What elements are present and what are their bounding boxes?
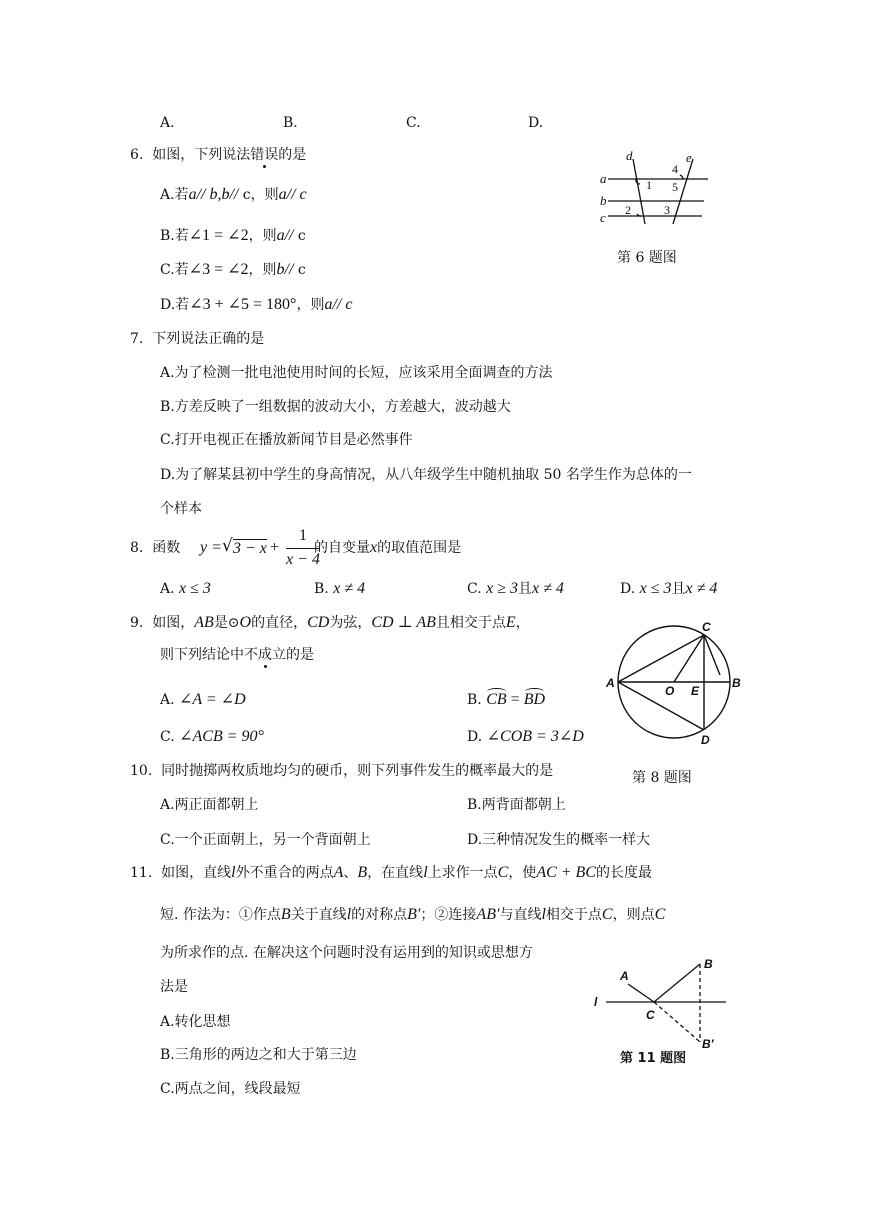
top-option-d: D.	[528, 115, 544, 131]
q9-option-b: B. CB = BD	[467, 691, 546, 708]
q9-fig-label-b: B	[732, 676, 741, 690]
q6-fig-label-4: 4	[672, 162, 678, 176]
q8-stem-tail: 的自变量x的取值范围是	[314, 539, 462, 556]
q6-option-d: D.若∠3 + ∠5 = 180°，则a// c	[160, 296, 353, 313]
q7-option-b: B.方差反映了一组数据的波动大小，方差越大，波动越大	[160, 399, 511, 415]
q10-option-d: D.三种情况发生的概率一样大	[467, 832, 651, 848]
q8-stem: 8. 函数	[130, 540, 181, 556]
q10-option-c: C.一个正面朝上，另一个背面朝上	[160, 832, 371, 848]
q6-fig-label-2: 2	[625, 203, 631, 217]
q6-fig-label-a: a	[600, 171, 607, 186]
q11-stem-line2: 短. 作法为：①作点B关于直线l的对称点B′；②连接AB′与直线l相交于点C，则点C	[160, 906, 666, 923]
q11-fig-label-b-prime: B′	[702, 1037, 714, 1051]
q6-fig-label-c: c	[600, 210, 606, 225]
q11-figure-caption: 第 11 题图	[620, 1051, 687, 1066]
q6-fig-label-5: 5	[672, 180, 678, 194]
q8-option-b: B. x ≠ 4	[314, 580, 366, 597]
q6-option-c: C.若∠3 = ∠2，则b// c	[160, 261, 306, 278]
q11-option-b: B.三角形的两边之和大于第三边	[160, 1047, 357, 1063]
q7-option-c: C.打开电视正在播放新闻节目是必然事件	[160, 432, 413, 448]
q11-option-c: C.两点之间，线段最短	[160, 1081, 301, 1097]
q6-fig-label-d: d	[626, 148, 633, 163]
q10-option-a: A.两正面都朝上	[160, 797, 259, 813]
q6-stem: 6. 如图，下列说法错误的是	[130, 147, 307, 163]
q10-option-b: B.两背面都朝上	[467, 797, 566, 813]
q9-fig-label-d: D	[701, 733, 710, 747]
q9-option-c: C. ∠ACB = 90°	[160, 728, 264, 745]
q8-option-c: C. x ≥ 3且x ≠ 4	[467, 580, 564, 597]
q6-option-b: B.若∠1 = ∠2，则a// c	[160, 227, 306, 244]
q7-option-a: A.为了检测一批电池使用时间的长短，应该采用全面调查的方法	[160, 365, 553, 381]
q11-fig-label-b: B	[704, 957, 713, 971]
q9-option-d: D. ∠COB = 3∠D	[467, 728, 584, 745]
q11-fig-label-a: A	[620, 969, 629, 983]
q9-fig-label-a: A	[606, 676, 615, 690]
q6-fig-label-3: 3	[664, 203, 670, 217]
q8-option-d: D. x ≤ 3且x ≠ 4	[620, 580, 718, 597]
q9-circle-figure	[602, 620, 748, 748]
q11-stem-line1: 11. 如图，直线l外不重合的两点A、B，在直线l上求作一点C，使AC + BC的长度最	[130, 864, 652, 881]
q11-stem-line4: 法是	[160, 979, 188, 995]
q6-parallel-lines-figure	[586, 146, 716, 228]
q7-option-d-line1: D.为了解某县初中学生的身高情况，从八年级学生中随机抽取 50 名学生作为总体的一	[160, 467, 692, 483]
top-option-c: C.	[406, 115, 421, 131]
top-option-b: B.	[283, 115, 298, 131]
q6-fig-label-e: e	[686, 150, 692, 165]
q9-stem-line1: 9. 如图，AB是⊙O的直径，CD为弦，CD ⊥ AB且相交于点E，	[130, 614, 530, 631]
q9-fig-label-e: E	[691, 684, 700, 698]
q9-figure-caption: 第 8 题图	[632, 770, 692, 786]
q9-fig-label-c: C	[702, 620, 711, 634]
q7-option-d-line2: 个样本	[160, 501, 202, 517]
q8-option-a: A. x ≤ 3	[160, 580, 211, 597]
top-option-a: A.	[160, 115, 175, 131]
q9-option-a: A. ∠A = ∠D	[160, 691, 246, 708]
q11-option-a: A.转化思想	[160, 1014, 231, 1030]
q6-option-a: A.若a// b,b// c，则a// c	[160, 186, 307, 203]
q10-stem: 10. 同时抛掷两枚质地均匀的硬币，则下列事件发生的概率最大的是	[130, 763, 554, 779]
q6-fig-label-1: 1	[646, 178, 652, 192]
q11-fig-label-l: l	[594, 995, 598, 1009]
q9-stem-line2: 则下列结论中不成立的是	[160, 647, 314, 663]
q6-figure-caption: 第 6 题图	[617, 250, 677, 266]
q7-stem: 7. 下列说法正确的是	[130, 331, 265, 347]
q6-fig-label-b: b	[600, 193, 607, 208]
q11-fig-label-c: C	[646, 1008, 655, 1022]
q11-stem-line3: 为所求作的点. 在解决这个问题时没有运用到的知识或思想方	[160, 945, 533, 961]
q9-fig-label-o: O	[665, 684, 675, 698]
